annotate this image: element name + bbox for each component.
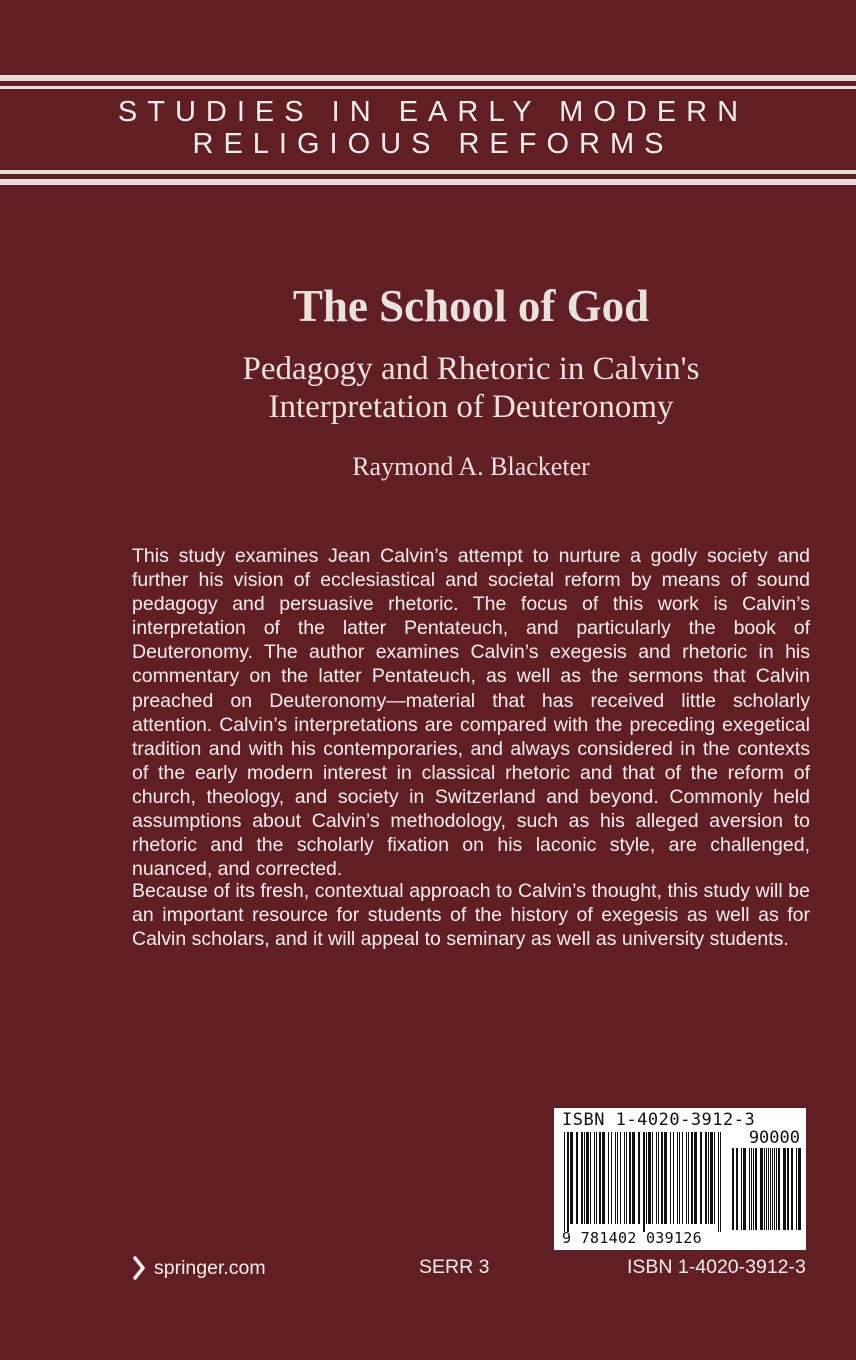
barcode-bar (778, 1148, 780, 1230)
barcode-bar (586, 1132, 589, 1224)
barcode-digits: 9 781402 039126 (562, 1229, 702, 1247)
subtitle-line1: Pedagogy and Rhetoric in Calvin's (242, 351, 700, 387)
barcode-bar (772, 1148, 773, 1230)
series-code: SERR 3 (419, 1256, 490, 1278)
barcode-bar (787, 1148, 789, 1230)
barcode-bar (718, 1132, 719, 1232)
barcode-bar (705, 1132, 707, 1224)
barcode-bar (755, 1148, 757, 1230)
barcode-bar (584, 1132, 585, 1224)
barcode-bar (596, 1132, 597, 1224)
barcode-bar (720, 1132, 721, 1232)
barcode-bar (736, 1148, 738, 1230)
barcode-bar (624, 1132, 625, 1224)
bottom-rule-1 (0, 170, 856, 174)
barcode-bar (768, 1148, 769, 1230)
isbn-barcode (554, 1108, 806, 1250)
barcode-bar (732, 1148, 734, 1230)
barcode-bar (677, 1132, 678, 1224)
book-subtitle (0, 350, 856, 426)
chevron-right-icon (132, 1256, 146, 1280)
barcode-bar (686, 1132, 687, 1224)
barcode-bar (648, 1132, 651, 1224)
barcode-bar (710, 1132, 713, 1224)
barcode-bar (629, 1132, 631, 1224)
book-title: The School of God (292, 281, 650, 331)
barcode-bar (708, 1132, 709, 1224)
barcode-bar (783, 1148, 786, 1230)
barcode-bar (567, 1132, 569, 1232)
barcode-bar (608, 1132, 609, 1224)
blurb-paragraph-1: This study examines Jean Calvin’s attempt to nurture a godly society and further his vision of ecclesiastical and societal reform by means of sound pedagogy and persuasive rhetoric. The focus of this work is Calvin’s interpretation of the latter Pentateuch, and particularly the book of Deuteronomy. The author examines Calvin’s exegesis and rhetoric in his commentary on the latter Pentateuch, as well as the sermons that Calvin preached on Deuteronomy—material that has received little scholarly attention. Calvin’s interpretations are compared with the preceding exegetical tradition and with his contemporaries, and always considered in the contexts of the early modern interest in classical rhetoric and that of the reform of church, theology, and society in Switzerland and beyond. Commonly held assumptions about Calvin’s methodology, such as his alleged aversion to rhetoric and the scholarly fixation on his laconic style, are challenged, nuanced, and corrected. (132, 545, 810, 881)
book-author: Raymond A. Blacketer (352, 452, 590, 481)
barcode-isbn-label: ISBN 1-4020-3912-3 (562, 1110, 756, 1130)
barcode-bar (691, 1132, 693, 1224)
top-rule-1 (0, 75, 856, 81)
barcode-bar (679, 1132, 680, 1224)
subtitle-line2: Interpretation of Deuteronomy (268, 389, 674, 425)
barcode-bar (760, 1148, 763, 1230)
barcode-bar (764, 1148, 765, 1230)
barcode-bar (626, 1132, 627, 1224)
barcode-bar (652, 1132, 653, 1224)
barcode-bar (673, 1132, 674, 1224)
series-title-line2: RELIGIOUS REFORMS (192, 128, 674, 160)
barcode-bar (590, 1132, 591, 1224)
barcode-bar (749, 1148, 750, 1230)
barcode-bar (670, 1132, 671, 1224)
barcode-bar (770, 1148, 771, 1230)
barcode-bar (766, 1148, 767, 1230)
barcode-bar (638, 1132, 640, 1224)
publisher-website: springer.com (154, 1256, 266, 1279)
barcode-bar (656, 1132, 657, 1224)
barcode-bar (611, 1132, 612, 1224)
barcode-bar (774, 1148, 775, 1230)
barcode-bar (688, 1132, 689, 1224)
bottom-rule-2 (0, 179, 856, 185)
barcode-bar (751, 1148, 752, 1230)
barcode-bar (743, 1148, 746, 1230)
barcode-bar (791, 1148, 793, 1230)
barcode-bar (581, 1132, 583, 1224)
barcode-bar (664, 1132, 667, 1224)
publisher-link[interactable] (132, 1256, 266, 1280)
barcode-bar (599, 1132, 601, 1224)
barcode-bar (617, 1132, 618, 1224)
barcode-bar (741, 1148, 742, 1230)
barcode-bar (615, 1132, 616, 1224)
barcode-bar (620, 1132, 621, 1224)
top-rule-2 (0, 86, 856, 89)
barcode-bar (594, 1132, 595, 1224)
barcode-bar (643, 1132, 645, 1232)
barcode-bar (798, 1148, 801, 1230)
barcode-bar (714, 1132, 715, 1224)
barcode-bar (576, 1132, 578, 1224)
barcode-bar (632, 1132, 635, 1224)
barcode-bar (646, 1132, 647, 1224)
footer-isbn: ISBN 1-4020-3912-3 (627, 1256, 806, 1278)
barcode-addon-code: 90000 (748, 1128, 800, 1148)
barcode-bar (776, 1148, 777, 1230)
barcode-bar (564, 1132, 565, 1232)
barcode-bar (658, 1132, 659, 1224)
series-title (0, 96, 856, 160)
barcode-bar (700, 1132, 702, 1224)
barcode-bar (682, 1132, 683, 1224)
barcode-bar (694, 1132, 697, 1224)
series-title-line1: STUDIES IN EARLY MODERN (117, 96, 749, 128)
barcode-bar (753, 1148, 754, 1230)
barcode-bar (570, 1132, 573, 1224)
barcode-bar (796, 1148, 797, 1230)
barcode-bar (661, 1132, 663, 1224)
blurb-paragraph-2: Because of its fresh, contextual approach to Calvin’s thought, this study will be an important resource for students of the history of exegesis as well as for Calvin scholars, and it will appeal to seminary as well as university students. (132, 880, 810, 951)
barcode-bar (602, 1132, 605, 1224)
